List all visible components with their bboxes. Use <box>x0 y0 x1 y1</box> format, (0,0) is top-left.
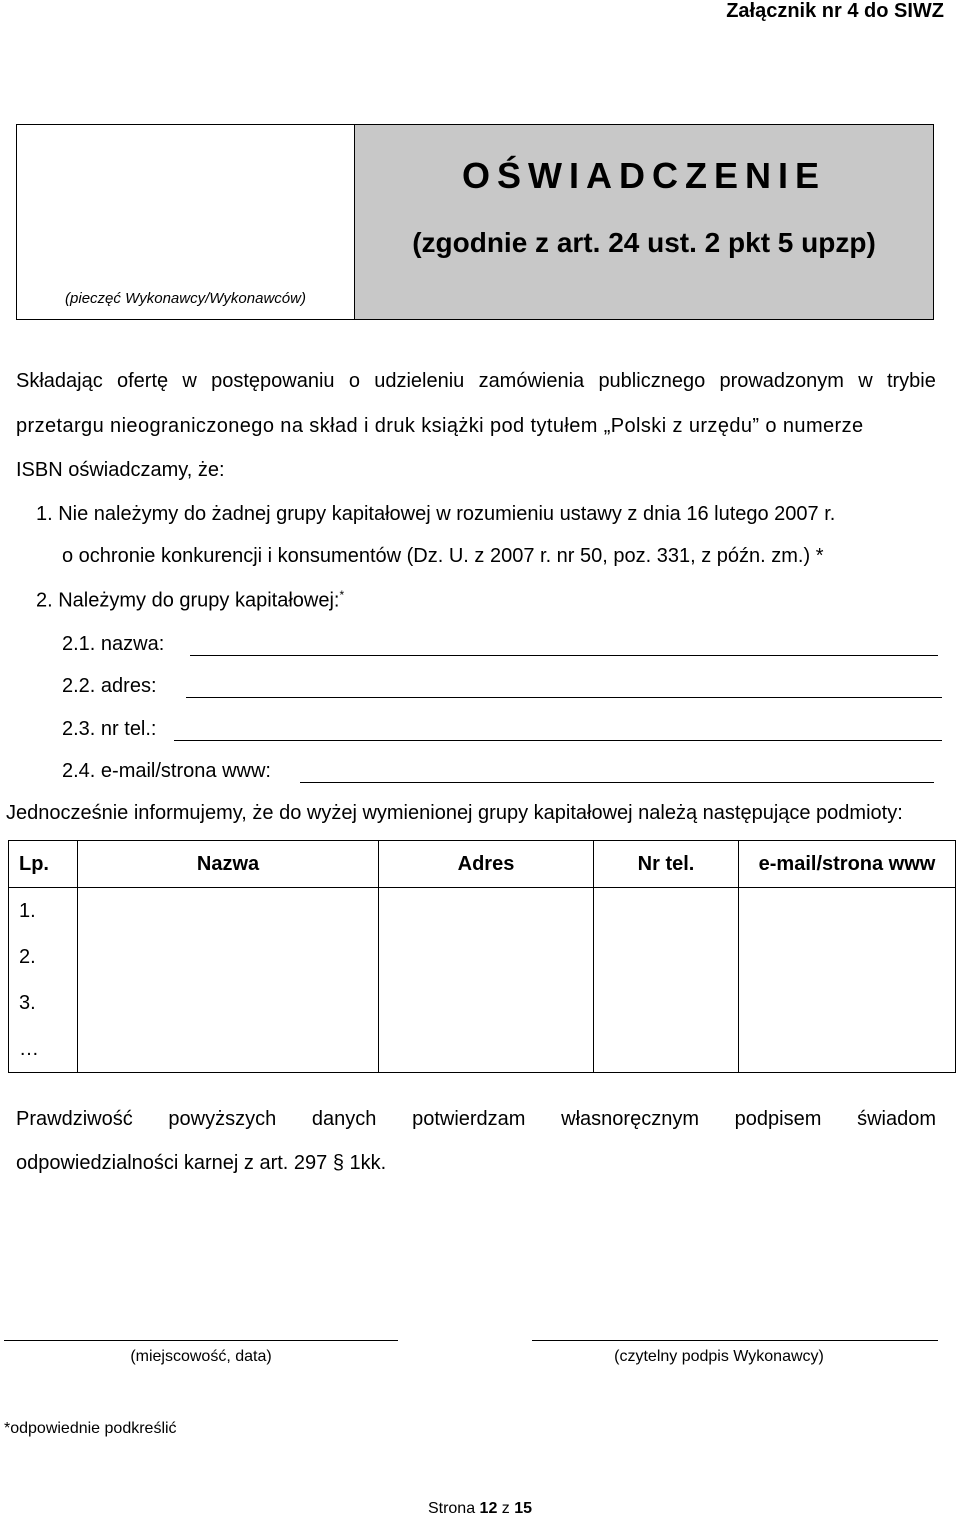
intro-line-3: ISBN oświadczamy, że: <box>16 459 225 481</box>
confirmation-line-1 <box>16 1108 936 1131</box>
intro-line-2: przetargu nieograniczonego na skład i druk książki pod tytułem „Polski z urzędu” o numerze <box>16 415 864 437</box>
row-number: 1. <box>9 888 78 935</box>
confirmation-word: Prawdziwość <box>16 1108 133 1130</box>
document-title: OŚWIADCZENIE <box>461 155 826 196</box>
row-number: 3. <box>9 980 78 1026</box>
cell-email[interactable] <box>739 1026 956 1073</box>
group-email-label: 2.4. e-mail/strona www: <box>62 760 271 782</box>
col-header-nr-tel: Nr tel. <box>594 841 739 888</box>
cell-email[interactable] <box>739 888 956 935</box>
cell-adres[interactable] <box>379 888 594 935</box>
col-header-lp: Lp. <box>9 841 78 888</box>
col-header-email: e-mail/strona www <box>739 841 956 888</box>
table-row <box>9 888 956 935</box>
table-row <box>9 934 956 980</box>
place-date-line[interactable] <box>4 1340 398 1341</box>
page-mid: z <box>497 1500 515 1517</box>
item-2-line <box>36 588 344 613</box>
signature-line[interactable] <box>532 1340 938 1341</box>
item-1-line-2: o ochronie konkurencji i konsumentów (Dz. U. z 2007 r. nr 50, poz. 331, z późn. zm.) * <box>62 545 824 567</box>
cell-nr-tel[interactable] <box>594 934 739 980</box>
intro-word: publicznego <box>598 370 706 392</box>
confirmation-word: powyższych <box>168 1108 277 1130</box>
header-box <box>16 124 934 320</box>
cell-email[interactable] <box>739 934 956 980</box>
item-2-label: 2. Należymy do grupy kapitałowej: <box>36 589 340 612</box>
confirmation-word: świadom <box>857 1108 936 1130</box>
cell-nazwa[interactable] <box>78 934 379 980</box>
place-date-label: (miejscowość, data) <box>130 1348 272 1365</box>
confirmation-line-2: odpowiedzialności karnej z art. 297 § 1kk. <box>16 1152 387 1174</box>
intro-word: ofertę <box>116 370 169 392</box>
info-line: Jednocześnie informujemy, że do wyżej wymienionej grupy kapitałowej należą następujące podmioty: <box>6 802 903 824</box>
cell-nazwa[interactable] <box>78 980 379 1026</box>
group-address-field[interactable] <box>186 697 942 698</box>
row-number: … <box>9 1026 78 1073</box>
intro-word: o <box>348 370 360 392</box>
group-phone-label: 2.3. nr tel.: <box>62 718 157 740</box>
annex-label: Załącznik nr 4 do SIWZ <box>726 0 944 22</box>
table-row <box>9 1026 956 1073</box>
signature-label: (czytelny podpis Wykonawcy) <box>614 1348 824 1365</box>
intro-word: w <box>182 370 197 392</box>
table-row <box>9 980 956 1026</box>
stamp-cell <box>17 125 355 319</box>
cell-adres[interactable] <box>379 980 594 1026</box>
intro-word: trybie <box>886 370 936 392</box>
footnote-star: * <box>339 588 345 602</box>
stamp-label: (pieczęć Wykonawcy/Wykonawców) <box>65 290 306 307</box>
intro-word: w <box>858 370 873 392</box>
cell-email[interactable] <box>739 980 956 1026</box>
group-name-label: 2.1. nazwa: <box>62 633 165 655</box>
page-number: 12 <box>479 1500 498 1517</box>
intro-word: zamówienia <box>478 370 585 392</box>
cell-nr-tel[interactable] <box>594 980 739 1026</box>
confirmation-word: własnoręcznym <box>561 1108 699 1130</box>
footnote: *odpowiednie podkreślić <box>4 1420 177 1437</box>
entities-table <box>8 840 956 1073</box>
document-subtitle: (zgodnie z art. 24 ust. 2 pkt 5 upzp) <box>412 227 876 258</box>
confirmation-word: danych <box>311 1108 377 1130</box>
row-number: 2. <box>9 934 78 980</box>
intro-line-1 <box>16 370 936 393</box>
item-1-line-1: 1. Nie należymy do żadnej grupy kapitałowej w rozumieniu ustawy z dnia 16 lutego 2007 r. <box>36 503 836 525</box>
cell-nr-tel[interactable] <box>594 888 739 935</box>
confirmation-word: podpisem <box>734 1108 822 1130</box>
title-cell <box>355 125 933 319</box>
group-name-field[interactable] <box>190 655 938 656</box>
page-total: 15 <box>514 1500 533 1517</box>
cell-adres[interactable] <box>379 1026 594 1073</box>
page-prefix: Strona <box>427 1500 480 1517</box>
intro-word: udzieleniu <box>374 370 465 392</box>
intro-word: prowadzonym <box>719 370 844 392</box>
table-header-row <box>9 841 956 888</box>
intro-word: Składając <box>16 370 103 392</box>
intro-word: postępowaniu <box>211 370 335 392</box>
cell-nazwa[interactable] <box>78 1026 379 1073</box>
col-header-nazwa: Nazwa <box>78 841 379 888</box>
group-email-field[interactable] <box>300 782 934 783</box>
confirmation-word: potwierdzam <box>412 1108 526 1130</box>
cell-nr-tel[interactable] <box>594 1026 739 1073</box>
group-phone-field[interactable] <box>174 740 942 741</box>
cell-nazwa[interactable] <box>78 888 379 935</box>
group-address-label: 2.2. adres: <box>62 675 157 697</box>
col-header-adres: Adres <box>379 841 594 888</box>
cell-adres[interactable] <box>379 934 594 980</box>
page-footer <box>0 1500 960 1518</box>
